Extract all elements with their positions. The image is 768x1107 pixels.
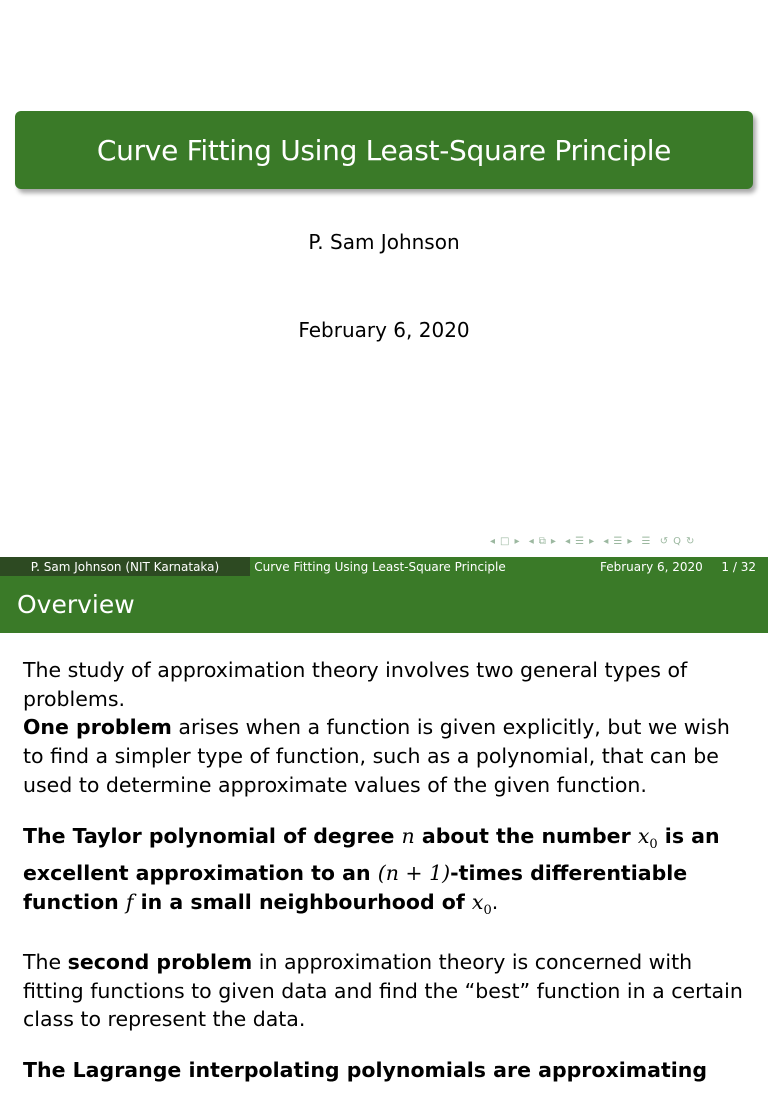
- footer-page-number: 1 / 32: [721, 559, 756, 574]
- nav-forward-icon[interactable]: ↻: [685, 536, 696, 547]
- nav-prev-slide-icon[interactable]: ◂: [490, 536, 497, 547]
- p2-x0: $x_0$: [637, 823, 658, 852]
- p1-rest: arises when a function is given explicitly, but we wish to find a simpler type of function, such as a polynomial, that can be used to determine approximate values of the given function.: [23, 715, 730, 797]
- p2-d: -times differentiable function: [23, 861, 688, 915]
- nav-next-subsection-icon[interactable]: ▸: [589, 536, 596, 547]
- paragraph-3: [23, 948, 748, 1034]
- nav-prev-subsection-icon[interactable]: ◂: [565, 536, 572, 547]
- p1-bold: One problem: [23, 715, 172, 740]
- presentation-date: February 6, 2020: [298, 318, 470, 342]
- nav-subsection-icon[interactable]: ☰: [575, 536, 586, 547]
- p3-a: The: [23, 949, 68, 974]
- slide-footer: [0, 557, 768, 576]
- footer-author: P. Sam Johnson (NIT Karnataka): [0, 557, 250, 576]
- p2-b: about the number: [414, 823, 638, 848]
- nav-slide-icon[interactable]: □: [500, 536, 511, 547]
- p2-f: f: [125, 890, 134, 915]
- author-name: P. Sam Johnson: [308, 230, 460, 254]
- nav-next-frame-icon[interactable]: ▸: [550, 536, 557, 547]
- p3-rest: in approximation theory is concerned with fitting functions to given data and find the “best” function in a certain class to represent the data.: [23, 949, 743, 1032]
- p2-n: n: [401, 823, 415, 848]
- frame-title-bar: [0, 576, 768, 633]
- frame-title: Overview: [17, 590, 135, 619]
- footer-title: Curve Fitting Using Least-Square Principle: [250, 557, 510, 576]
- p2-x0b: $x_0$: [471, 890, 492, 919]
- nav-section-icon[interactable]: ☰: [613, 536, 624, 547]
- footer-date: February 6, 2020: [600, 559, 703, 574]
- nav-toc-icon[interactable]: ☰: [641, 536, 652, 547]
- overview-slide: [0, 576, 768, 1082]
- title-box: [15, 111, 753, 189]
- footer-right: [510, 557, 768, 576]
- presentation-title: Curve Fitting Using Least-Square Principle: [96, 133, 672, 167]
- p3-bold: second problem: [67, 949, 253, 974]
- p2-c: is an excellent approximation to an: [23, 823, 720, 886]
- nav-prev-section-icon[interactable]: ◂: [603, 536, 610, 547]
- nav-next-section-icon[interactable]: ▸: [627, 536, 634, 547]
- nav-search-icon[interactable]: Q: [673, 536, 682, 547]
- paragraph-2: [23, 822, 748, 926]
- paragraph-1: [23, 656, 748, 800]
- p2-end: .: [491, 890, 499, 915]
- nav-back-icon[interactable]: ↺: [659, 536, 670, 547]
- beamer-navigation-bar: [490, 536, 699, 554]
- nav-prev-frame-icon[interactable]: ◂: [528, 536, 535, 547]
- p2-a: The Taylor polynomial of degree: [23, 823, 402, 848]
- slide-body: [23, 656, 748, 1107]
- p2-e: in a small neighbourhood of: [133, 890, 472, 915]
- nav-frame-icon[interactable]: ⧉: [538, 536, 547, 547]
- nav-next-slide-icon[interactable]: ▸: [514, 536, 521, 547]
- p2-math: (n + 1): [377, 861, 451, 886]
- paragraph-4-partial: The Lagrange interpolating polynomials are approximating: [23, 1057, 708, 1082]
- p1-line1: The study of approximation theory involves two general types of problems.: [23, 658, 688, 711]
